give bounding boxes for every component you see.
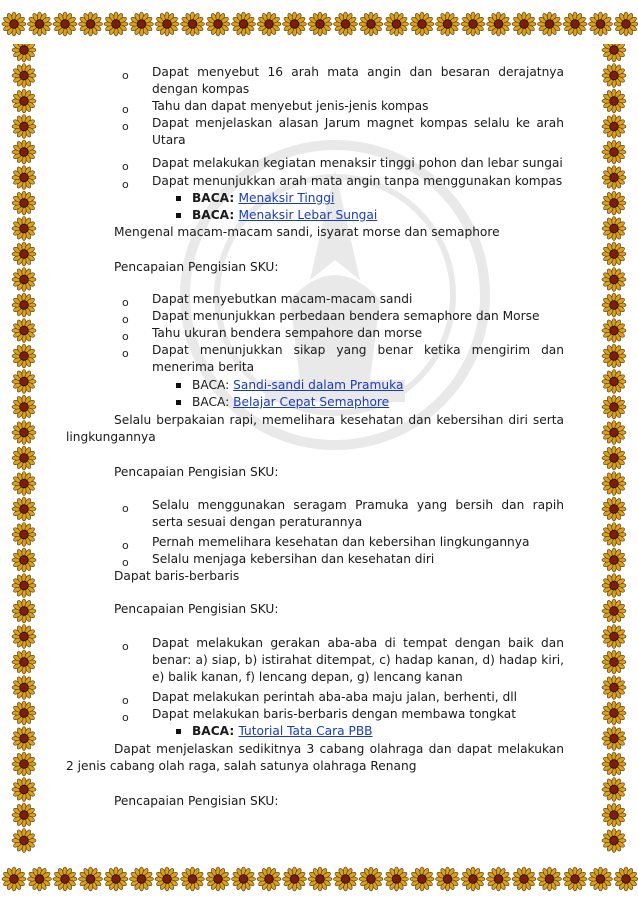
sunflower-ornament bbox=[12, 319, 36, 343]
sunflower-ornament bbox=[602, 140, 626, 164]
sunflower-ornament bbox=[538, 12, 562, 36]
sunflower-ornament bbox=[12, 701, 36, 725]
list-item: Dapat melakukan gerakan aba-aba di tempat dengan baik dan benar: a) siap, b) istirahat ditempat, c) hadap kanan, d) hadap kiri, e) balik kanan, f) lencang depan, g) lencang kanan bbox=[152, 636, 564, 685]
list-item: Dapat melakukan kegiatan menaksir tinggi pohon dan lebar sungai bbox=[152, 156, 563, 170]
list-marker: o bbox=[122, 120, 129, 133]
list-item: Pernah memelihara kesehatan dan kebersihan lingkungannya bbox=[152, 535, 530, 549]
sunflower-ornament bbox=[602, 64, 626, 88]
sunflower-ornament bbox=[12, 548, 36, 572]
sunflower-ornament bbox=[602, 217, 626, 241]
sunflower-ornament bbox=[181, 867, 205, 891]
sunflower-ornament bbox=[602, 497, 626, 521]
sunflower-ornament bbox=[602, 752, 626, 776]
sunflower-ornament bbox=[53, 12, 77, 36]
read-link-row bbox=[192, 394, 389, 411]
section-heading: Dapat menjelaskan sedikitnya 3 cabang olahraga dan dapat melakukan 2 jenis cabang olah raga, salah satunya olahraga Renang bbox=[66, 742, 564, 774]
list-item: Selalu menggunakan seragam Pramuka yang bersih dan rapih serta sesuai dengan peraturannya bbox=[152, 498, 564, 530]
sunflower-ornament bbox=[12, 727, 36, 751]
sunflower-ornament bbox=[12, 574, 36, 598]
read-prefix: BACA: bbox=[192, 191, 239, 205]
sunflower-ornament bbox=[602, 625, 626, 649]
sunflower-ornament bbox=[257, 867, 281, 891]
sunflower-ornament bbox=[12, 140, 36, 164]
read-prefix: BACA: bbox=[192, 378, 234, 392]
link-tutorial-pbb[interactable]: Tutorial Tata Cara PBB bbox=[238, 724, 373, 738]
sunflower-ornament bbox=[602, 44, 626, 62]
section-heading: Mengenal macam-macam sandi, isyarat morse dan semaphore bbox=[114, 225, 500, 239]
bullet-square bbox=[176, 383, 181, 388]
list-marker: o bbox=[122, 313, 129, 326]
sunflower-ornament bbox=[206, 867, 230, 891]
sunflower-ornament bbox=[602, 268, 626, 292]
pencapaian-label: Pencapaian Pengisian SKU: bbox=[114, 794, 279, 808]
sunflower-ornament bbox=[12, 472, 36, 496]
sunflower-ornament bbox=[12, 829, 36, 853]
sunflower-ornament bbox=[130, 867, 154, 891]
list-marker: o bbox=[122, 330, 129, 343]
sunflower-ornament bbox=[334, 867, 358, 891]
sunflower-ornament bbox=[602, 778, 626, 802]
sunflower-ornament bbox=[12, 217, 36, 241]
sunflower-ornament bbox=[602, 242, 626, 266]
list-item: Dapat menyebut 16 arah mata angin dan besaran derajatnya dengan kompas bbox=[152, 65, 564, 97]
list-marker: o bbox=[122, 556, 129, 569]
sunflower-ornament bbox=[602, 727, 626, 751]
read-link-row bbox=[192, 190, 334, 207]
sunflower-ornament bbox=[104, 867, 128, 891]
section-heading: Dapat baris-berbaris bbox=[114, 569, 240, 583]
list-item: Selalu menjaga kebersihan dan kesehatan diri bbox=[152, 552, 435, 566]
list-item: Dapat menunjukkan perbedaan bendera semaphore dan Morse bbox=[152, 309, 540, 323]
sunflower-ornament bbox=[12, 370, 36, 394]
sunflower-ornament bbox=[206, 12, 230, 36]
sunflower-ornament bbox=[104, 12, 128, 36]
link-menaksir-lebar-sungai[interactable]: Menaksir Lebar Sungai bbox=[238, 208, 378, 222]
decorative-border-right bbox=[594, 44, 638, 859]
sunflower-ornament bbox=[385, 12, 409, 36]
sunflower-ornament bbox=[602, 523, 626, 547]
sunflower-ornament bbox=[614, 867, 638, 891]
sunflower-ornament bbox=[12, 395, 36, 419]
sunflower-ornament bbox=[12, 242, 36, 266]
sunflower-ornament bbox=[359, 867, 383, 891]
sunflower-ornament bbox=[308, 12, 332, 36]
sunflower-ornament bbox=[2, 12, 26, 36]
sunflower-ornament bbox=[602, 548, 626, 572]
read-prefix: BACA: bbox=[192, 208, 239, 222]
sunflower-ornament bbox=[602, 701, 626, 725]
sunflower-ornament bbox=[602, 650, 626, 674]
sunflower-ornament bbox=[12, 166, 36, 190]
sunflower-ornament bbox=[602, 446, 626, 470]
read-link-row bbox=[192, 377, 403, 394]
sunflower-ornament bbox=[12, 752, 36, 776]
sunflower-ornament bbox=[602, 421, 626, 445]
read-link-row bbox=[192, 207, 377, 224]
sunflower-ornament bbox=[512, 12, 536, 36]
sunflower-ornament bbox=[461, 867, 485, 891]
sunflower-ornament bbox=[334, 12, 358, 36]
bullet-square bbox=[176, 196, 181, 201]
bullet-square bbox=[176, 213, 181, 218]
sunflower-ornament bbox=[589, 12, 613, 36]
sunflower-ornament bbox=[28, 867, 52, 891]
list-item: Dapat menunjukkan arah mata angin tanpa menggunakan kompas bbox=[152, 174, 563, 188]
sunflower-ornament bbox=[155, 867, 179, 891]
list-item: Dapat menyebutkan macam-macam sandi bbox=[152, 292, 413, 306]
bullet-square bbox=[176, 400, 181, 405]
sunflower-ornament bbox=[78, 867, 102, 891]
list-marker: o bbox=[122, 694, 129, 707]
sunflower-ornament bbox=[181, 12, 205, 36]
sunflower-ornament bbox=[602, 293, 626, 317]
sunflower-ornament bbox=[602, 395, 626, 419]
list-marker: o bbox=[122, 296, 129, 309]
sunflower-ornament bbox=[283, 12, 307, 36]
pencapaian-label: Pencapaian Pengisian SKU: bbox=[114, 465, 279, 479]
sunflower-ornament bbox=[12, 89, 36, 113]
list-marker: o bbox=[122, 347, 129, 360]
sunflower-ornament bbox=[78, 12, 102, 36]
sunflower-ornament bbox=[12, 599, 36, 623]
sunflower-ornament bbox=[2, 867, 26, 891]
sunflower-ornament bbox=[232, 12, 256, 36]
list-item: Dapat melakukan baris-berbaris dengan membawa tongkat bbox=[152, 707, 516, 721]
sunflower-ornament bbox=[359, 12, 383, 36]
list-marker: o bbox=[122, 178, 129, 191]
sunflower-ornament bbox=[410, 867, 434, 891]
list-marker: o bbox=[122, 160, 129, 173]
sunflower-ornament bbox=[410, 12, 434, 36]
sunflower-ornament bbox=[602, 344, 626, 368]
sunflower-ornament bbox=[308, 867, 332, 891]
list-marker: o bbox=[122, 711, 129, 724]
sunflower-ornament bbox=[436, 867, 460, 891]
section-heading: Selalu berpakaian rapi, memelihara kesehatan dan kebersihan diri serta lingkungannya bbox=[66, 413, 564, 445]
list-marker: o bbox=[122, 502, 129, 515]
link-sandi-sandi[interactable]: Sandi-sandi dalam Pramuka bbox=[233, 378, 404, 392]
sunflower-ornament bbox=[538, 867, 562, 891]
sunflower-ornament bbox=[12, 191, 36, 215]
sunflower-ornament bbox=[614, 12, 638, 36]
read-prefix: BACA: bbox=[192, 724, 239, 738]
sunflower-ornament bbox=[12, 115, 36, 139]
sunflower-ornament bbox=[257, 12, 281, 36]
read-link-row bbox=[192, 723, 373, 740]
sunflower-ornament bbox=[12, 268, 36, 292]
list-marker: o bbox=[122, 539, 129, 552]
sunflower-ornament bbox=[563, 12, 587, 36]
sunflower-ornament bbox=[563, 867, 587, 891]
sunflower-ornament bbox=[602, 89, 626, 113]
link-menaksir-tinggi[interactable]: Menaksir Tinggi bbox=[238, 191, 335, 205]
sunflower-ornament bbox=[602, 803, 626, 827]
sunflower-ornament bbox=[602, 599, 626, 623]
sunflower-ornament bbox=[12, 803, 36, 827]
decorative-border-bottom bbox=[0, 859, 638, 903]
sunflower-ornament bbox=[385, 867, 409, 891]
list-marker: o bbox=[122, 640, 129, 653]
list-item: Dapat melakukan perintah aba-aba maju jalan, berhenti, dll bbox=[152, 690, 517, 704]
sunflower-ornament bbox=[12, 676, 36, 700]
sunflower-ornament bbox=[461, 12, 485, 36]
list-marker: o bbox=[122, 103, 129, 116]
sunflower-ornament bbox=[12, 778, 36, 802]
decorative-border-top bbox=[0, 0, 638, 44]
sunflower-ornament bbox=[130, 12, 154, 36]
sunflower-ornament bbox=[602, 166, 626, 190]
sunflower-ornament bbox=[602, 370, 626, 394]
sunflower-ornament bbox=[12, 44, 36, 62]
sunflower-ornament bbox=[155, 12, 179, 36]
decorative-border-left bbox=[0, 44, 44, 859]
list-marker: o bbox=[122, 69, 129, 82]
list-item: Dapat menunjukkan sikap yang benar ketika mengirim dan menerima berita bbox=[152, 343, 564, 375]
sunflower-ornament bbox=[28, 12, 52, 36]
sunflower-ornament bbox=[12, 497, 36, 521]
sunflower-ornament bbox=[602, 472, 626, 496]
sunflower-ornament bbox=[283, 867, 307, 891]
sunflower-ornament bbox=[487, 12, 511, 36]
sunflower-ornament bbox=[436, 12, 460, 36]
list-item: Dapat menjelaskan alasan Jarum magnet kompas selalu ke arah Utara bbox=[152, 116, 564, 148]
sunflower-ornament bbox=[487, 867, 511, 891]
pencapaian-label: Pencapaian Pengisian SKU: bbox=[114, 602, 279, 616]
sunflower-ornament bbox=[12, 523, 36, 547]
sunflower-ornament bbox=[602, 676, 626, 700]
sunflower-ornament bbox=[589, 867, 613, 891]
sunflower-ornament bbox=[12, 421, 36, 445]
sunflower-ornament bbox=[53, 867, 77, 891]
sunflower-ornament bbox=[512, 867, 536, 891]
sunflower-ornament bbox=[12, 650, 36, 674]
sunflower-ornament bbox=[602, 574, 626, 598]
sunflower-ornament bbox=[602, 319, 626, 343]
bullet-square bbox=[176, 729, 181, 734]
sunflower-ornament bbox=[12, 446, 36, 470]
read-prefix: BACA: bbox=[192, 395, 234, 409]
sunflower-ornament bbox=[602, 115, 626, 139]
sunflower-ornament bbox=[232, 867, 256, 891]
list-item: Tahu ukuran bendera sempahore dan morse bbox=[152, 326, 423, 340]
sunflower-ornament bbox=[602, 829, 626, 853]
sunflower-ornament bbox=[12, 344, 36, 368]
sunflower-ornament bbox=[12, 293, 36, 317]
sunflower-ornament bbox=[12, 64, 36, 88]
sunflower-ornament bbox=[12, 625, 36, 649]
list-item: Tahu dan dapat menyebut jenis-jenis kompas bbox=[152, 99, 429, 113]
pencapaian-label: Pencapaian Pengisian SKU: bbox=[114, 260, 279, 274]
link-belajar-semaphore[interactable]: Belajar Cepat Semaphore bbox=[233, 395, 390, 409]
sunflower-ornament bbox=[602, 191, 626, 215]
